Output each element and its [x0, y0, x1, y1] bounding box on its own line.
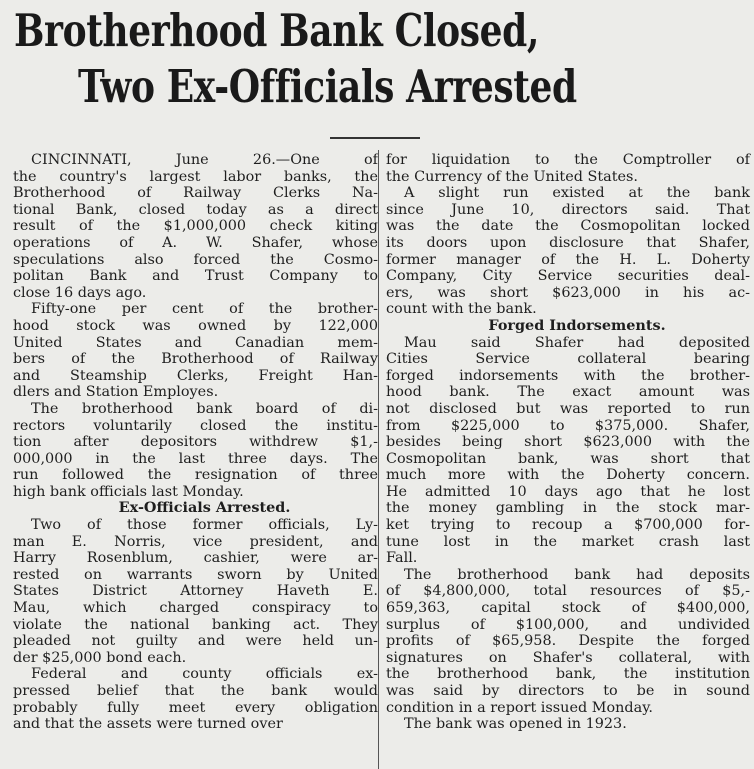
text-line: run followed the resignation of three: [13, 467, 378, 484]
text-line: The brotherhood bank had deposits: [404, 566, 750, 583]
text-line: bers of the Brotherhood of Railway: [13, 351, 378, 368]
text-line: rested on warrants sworn by United: [13, 566, 378, 583]
text-line: operations of A. W. Shafer, whose: [13, 234, 378, 251]
text-line: surplus of $100,000, and undivided: [386, 616, 750, 633]
article-paragraph: [386, 716, 750, 733]
text-line: not disclosed but was reported to run: [386, 400, 750, 417]
text-line: of $4,800,000, total resources of $5,-: [386, 583, 750, 600]
text-line: A slight run existed at the bank: [404, 185, 750, 202]
text-line: for liquidation to the Comptroller of: [386, 152, 750, 168]
text-line: tune lost in the market crash last: [386, 533, 750, 550]
text-line: the money gambling in the stock mar-: [386, 500, 750, 517]
text-line: tion after depositors withdrew $1,-: [13, 434, 378, 451]
text-line: former manager of the H. L. Doherty: [386, 251, 750, 268]
headline-rule: [330, 137, 420, 139]
text-line: was said by directors to be in sound: [386, 683, 750, 699]
text-line: The brotherhood bank board of di-: [31, 400, 378, 417]
headline-line-1: Brotherhood Bank Closed,: [14, 4, 540, 57]
text-line: CINCINNATI, June 26.—One of: [31, 152, 378, 168]
text-line: man E. Norris, vice president, and: [13, 533, 378, 550]
text-line: Mau, which charged conspiracy to: [13, 600, 378, 617]
text-line: ket trying to recoup a $700,000 for-: [386, 517, 750, 534]
text-line: States District Attorney Haveth E.: [13, 583, 378, 600]
text-line: Two of those former officials, Ly-: [31, 517, 378, 534]
text-line: tional Bank, closed today as a direct: [13, 201, 378, 218]
text-line: much more with the Doherty concern.: [386, 467, 750, 484]
article-paragraph: [13, 666, 378, 732]
text-line: Fifty-one per cent of the brother-: [31, 301, 378, 318]
text-line: 659,363, capital stock of $400,000,: [386, 600, 750, 617]
text-line: condition in a report issued Monday.: [386, 699, 653, 716]
text-line: pleaded not guilty and were held un-: [13, 633, 378, 650]
text-line: 000,000 in the last three days. The: [13, 450, 378, 467]
article-paragraph: [13, 152, 378, 301]
text-line: hood stock was owned by 122,000: [13, 317, 378, 334]
text-line: Mau said Shafer had deposited: [404, 334, 750, 351]
text-line: was the date the Cosmopolitan locked: [386, 218, 750, 235]
text-line: violate the national banking act. They: [13, 616, 378, 633]
text-line: pressed belief that the bank would: [13, 683, 378, 699]
text-line: count with the bank.: [386, 301, 537, 318]
article-paragraph: [13, 301, 378, 401]
article-paragraph: [386, 152, 750, 185]
text-line: signatures on Shafer's collateral, with: [386, 649, 750, 666]
text-line: hood bank. The exact amount was: [386, 384, 750, 401]
article-column-left: [13, 152, 378, 733]
text-line: ers, was short $623,000 in his ac-: [386, 284, 750, 301]
text-line: the country's largest labor banks, the: [13, 168, 378, 185]
text-line: The bank was opened in 1923.: [404, 716, 627, 733]
text-line: Company, City Service securities deal-: [386, 268, 750, 285]
text-line: its doors upon disclosure that Shafer,: [386, 234, 750, 251]
text-line: He admitted 10 days ago that he lost: [386, 483, 750, 500]
text-line: and that the assets were turned over: [13, 716, 283, 733]
section-subhead: Ex-Officials Arrested.: [118, 499, 291, 517]
text-line: high bank officials last Monday.: [13, 483, 244, 500]
text-line: and Steamship Clerks, Freight Han-: [13, 367, 378, 384]
text-line: Harry Rosenblum, cashier, were ar-: [13, 550, 378, 567]
text-line: Brotherhood of Railway Clerks Na-: [13, 185, 378, 202]
article-paragraph: [13, 401, 378, 501]
text-line: from $225,000 to $375,000. Shafer,: [386, 417, 750, 434]
section-subhead: Forged Indorsements.: [488, 316, 666, 334]
text-line: politan Bank and Trust Company to: [13, 268, 378, 285]
text-line: the Currency of the United States.: [386, 168, 638, 185]
text-line: profits of $65,958. Despite the forged: [386, 633, 750, 650]
article-paragraph: [386, 567, 750, 716]
text-line: probably fully meet every obligation: [13, 699, 378, 716]
article-paragraph: [386, 335, 750, 567]
text-line: dlers and Station Employes.: [13, 384, 219, 401]
text-line: besides being short $623,000 with the: [386, 434, 750, 451]
text-line: the brotherhood bank, the institution: [386, 666, 750, 683]
text-line: Federal and county officials ex-: [31, 666, 378, 683]
text-line: rectors voluntarily closed the institu-: [13, 417, 378, 434]
article-paragraph: [13, 517, 378, 666]
article-column-right: [386, 152, 750, 733]
article-paragraph: [386, 185, 750, 318]
text-line: result of the $1,000,000 check kiting: [13, 218, 378, 235]
text-line: United States and Canadian mem-: [13, 334, 378, 351]
text-line: close 16 days ago.: [13, 284, 147, 301]
text-line: speculations also forced the Cosmo-: [13, 251, 378, 268]
column-divider: [378, 150, 379, 769]
text-line: Cities Service collateral bearing: [386, 351, 750, 368]
text-line: Cosmopolitan bank, was short that: [386, 450, 750, 467]
text-line: Fall.: [386, 550, 418, 567]
text-line: forged indorsements with the brother-: [386, 367, 750, 384]
headline-line-2: Two Ex-Officials Arrested: [78, 60, 577, 113]
text-line: since June 10, directors said. That: [386, 201, 750, 218]
text-line: der $25,000 bond each.: [13, 649, 187, 666]
